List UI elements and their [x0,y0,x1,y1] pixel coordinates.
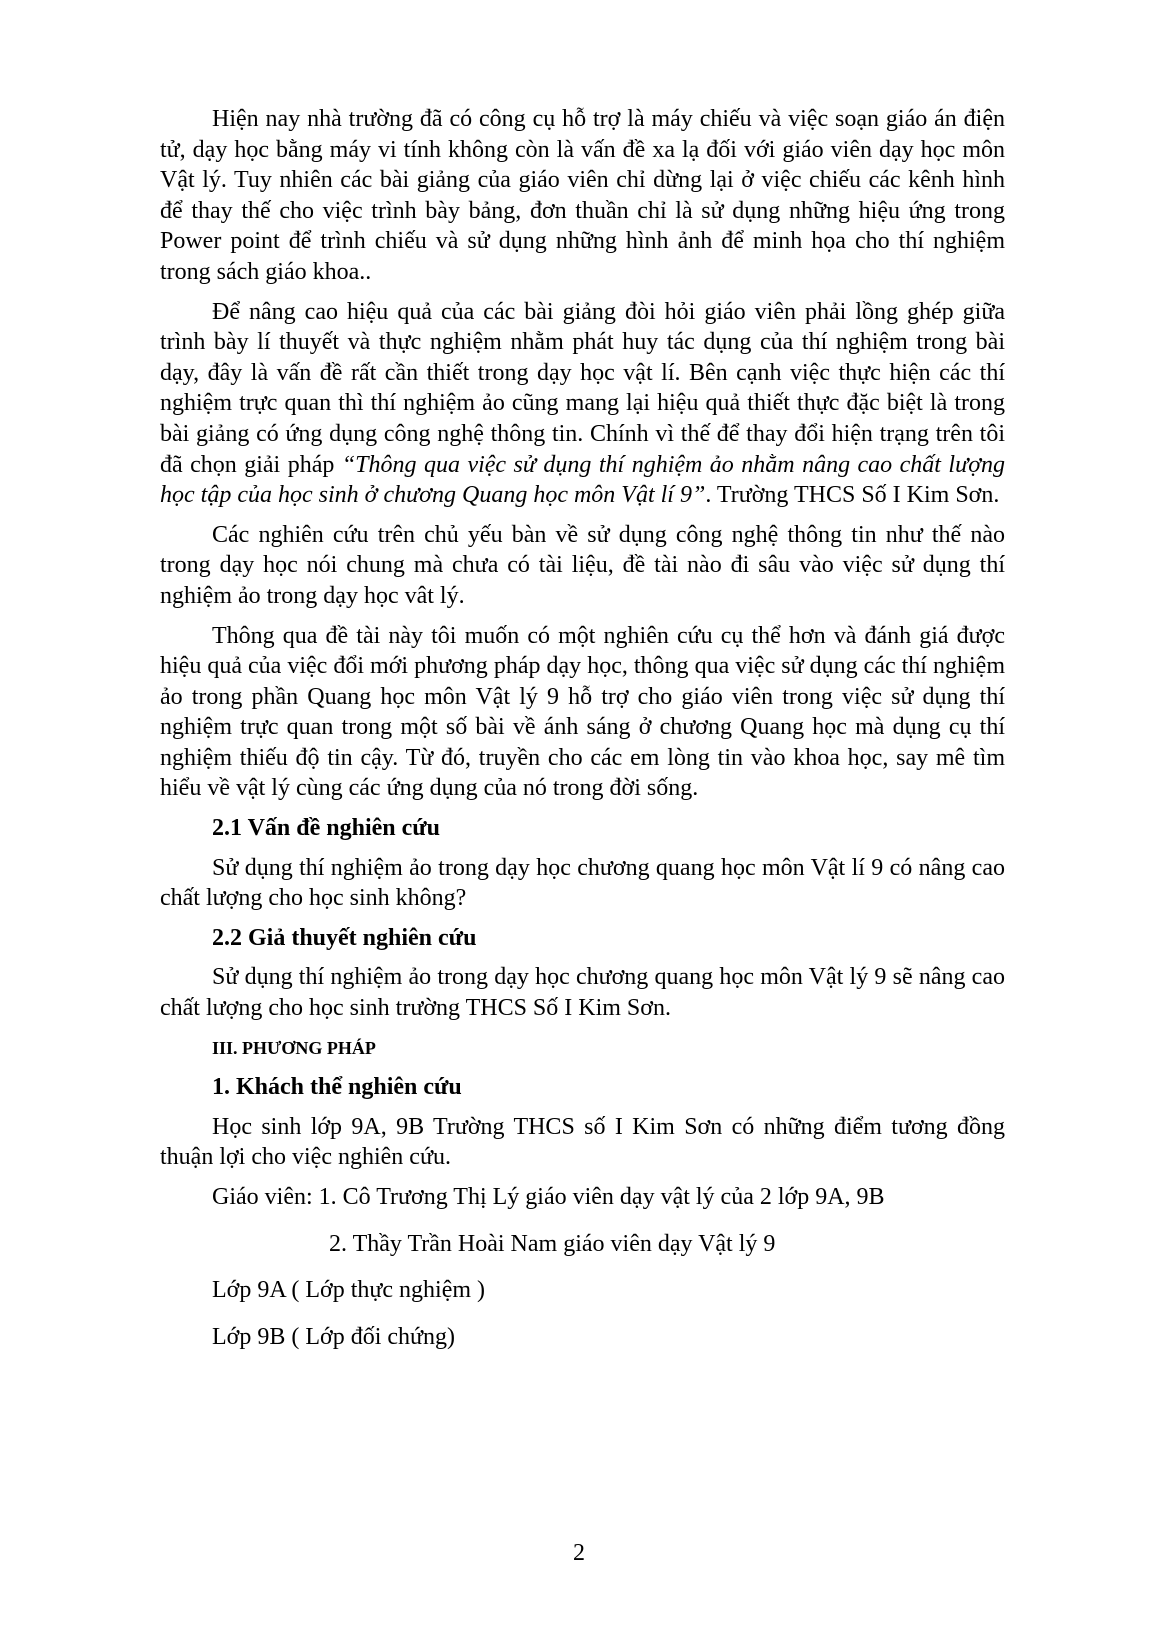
paragraph-2 [160,297,1005,511]
teachers-line-1: Giáo viên: 1. Cô Trương Thị Lý giáo viên dạy vật lý của 2 lớp 9A, 9B [212,1184,885,1210]
section-3-heading: III. PHƯƠNG PHÁP [212,1037,376,1058]
section-3-1-heading: 1. Khách thể nghiên cứu [212,1074,462,1101]
paragraph-2-start: Để nâng cao hiệu quả của các bài giảng đòi hỏi giáo viên phải lồng ghép giữa trình bày lí thuyết và thực nghiệm nhằm phát huy tác dụng của thí nghiệm trong bài dạy, đây là vấn đề rất cần thiết trong dạy học vật lí. Bên cạnh việc thực hiện các thí nghiệm trực quan thì thí nghiệm ảo cũng mang lại hiệu quả thiết thực đặc biệt là trong bài giảng có ứng dụng công nghệ thông tin. Chính vì thế để thay đổi hiện trạng trên tôi đã chọn giải pháp [160,298,1005,478]
document-page [160,104,1005,1368]
section-2-1-heading: 2.1 Vấn đề nghiên cứu [212,815,441,842]
section-2-2-text: Sử dụng thí nghiệm ảo trong dạy học chương quang học môn Vật lý 9 sẽ nâng cao chất lượng cho học sinh trường THCS Số I Kim Sơn. [160,964,1005,1022]
section-3-1-text: Học sinh lớp 9A, 9B Trường THCS số I Kim Sơn có những điểm tương đồng thuận lợi cho việc nghiên cứu. [160,1113,1005,1171]
page-number: 2 [573,1540,585,1566]
paragraph-4: Thông qua đề tài này tôi muốn có một nghiên cứu cụ thể hơn và đánh giá được hiệu quả của việc đổi mới phương pháp dạy học, thông qua việc sử dụng các thí nghiệm ảo trong phần Quang học môn Vật lý 9 hỗ trợ cho giáo viên trong việc sử dụng thí nghiệm trực quan trong một số bài về ánh sáng ở chương Quang học mà dụng cụ thí nghiệm thiếu độ tin cậy. Từ đó, truyền cho các em lòng tin vào khoa học, say mê tìm hiểu về vật lý cùng các ứng dụng của nó trong đời sống. [160,622,1005,802]
paragraph-3: Các nghiên cứu trên chủ yếu bàn về sử dụng công nghệ thông tin như thế nào trong dạy học nói chung mà chưa có tài liệu, đề tài nào đi sâu vào việc sử dụng thí nghiệm ảo trong dạy học vât lý. [160,521,1005,609]
class-9a-line: Lớp 9A ( Lớp thực nghiệm ) [212,1277,486,1304]
class-9b-line: Lớp 9B ( Lớp đối chứng) [212,1323,456,1350]
section-2-1-text: Sử dụng thí nghiệm ảo trong dạy học chương quang học môn Vật lí 9 có nâng cao chất lượng cho học sinh không? [160,854,1005,912]
paragraph-2-italic-title: “Thông qua việc sử dụng thí nghiệm ảo nhằm nâng cao chất lượng học tập của học sinh ở chương Quang học môn Vật lí 9” [160,451,1005,509]
paragraph-1: Hiện nay nhà trường đã có công cụ hỗ trợ là máy chiếu và việc soạn giáo án điện tử, dạy học bằng máy vi tính không còn là vấn đề xa lạ đối với giáo viên dạy học môn Vật lý. Tuy nhiên các bài giảng của giáo viên chỉ dừng lại ở việc chiếu các kênh hình để thay thế cho việc trình bày bảng, đơn thuần chỉ là sử dụng những hiệu ứng trong Power point để trình chiếu và sử dụng những hình ảnh để minh họa cho thí nghiệm trong sách giáo khoa.. [160,106,1005,285]
paragraph-2-end: . Trường THCS Số I Kim Sơn. [705,482,1000,509]
teachers-line-2: 2. Thầy Trần Hoài Nam giáo viên dạy Vật lý 9 [329,1230,776,1257]
section-2-2-heading: 2.2 Giả thuyết nghiên cứu [212,924,477,951]
